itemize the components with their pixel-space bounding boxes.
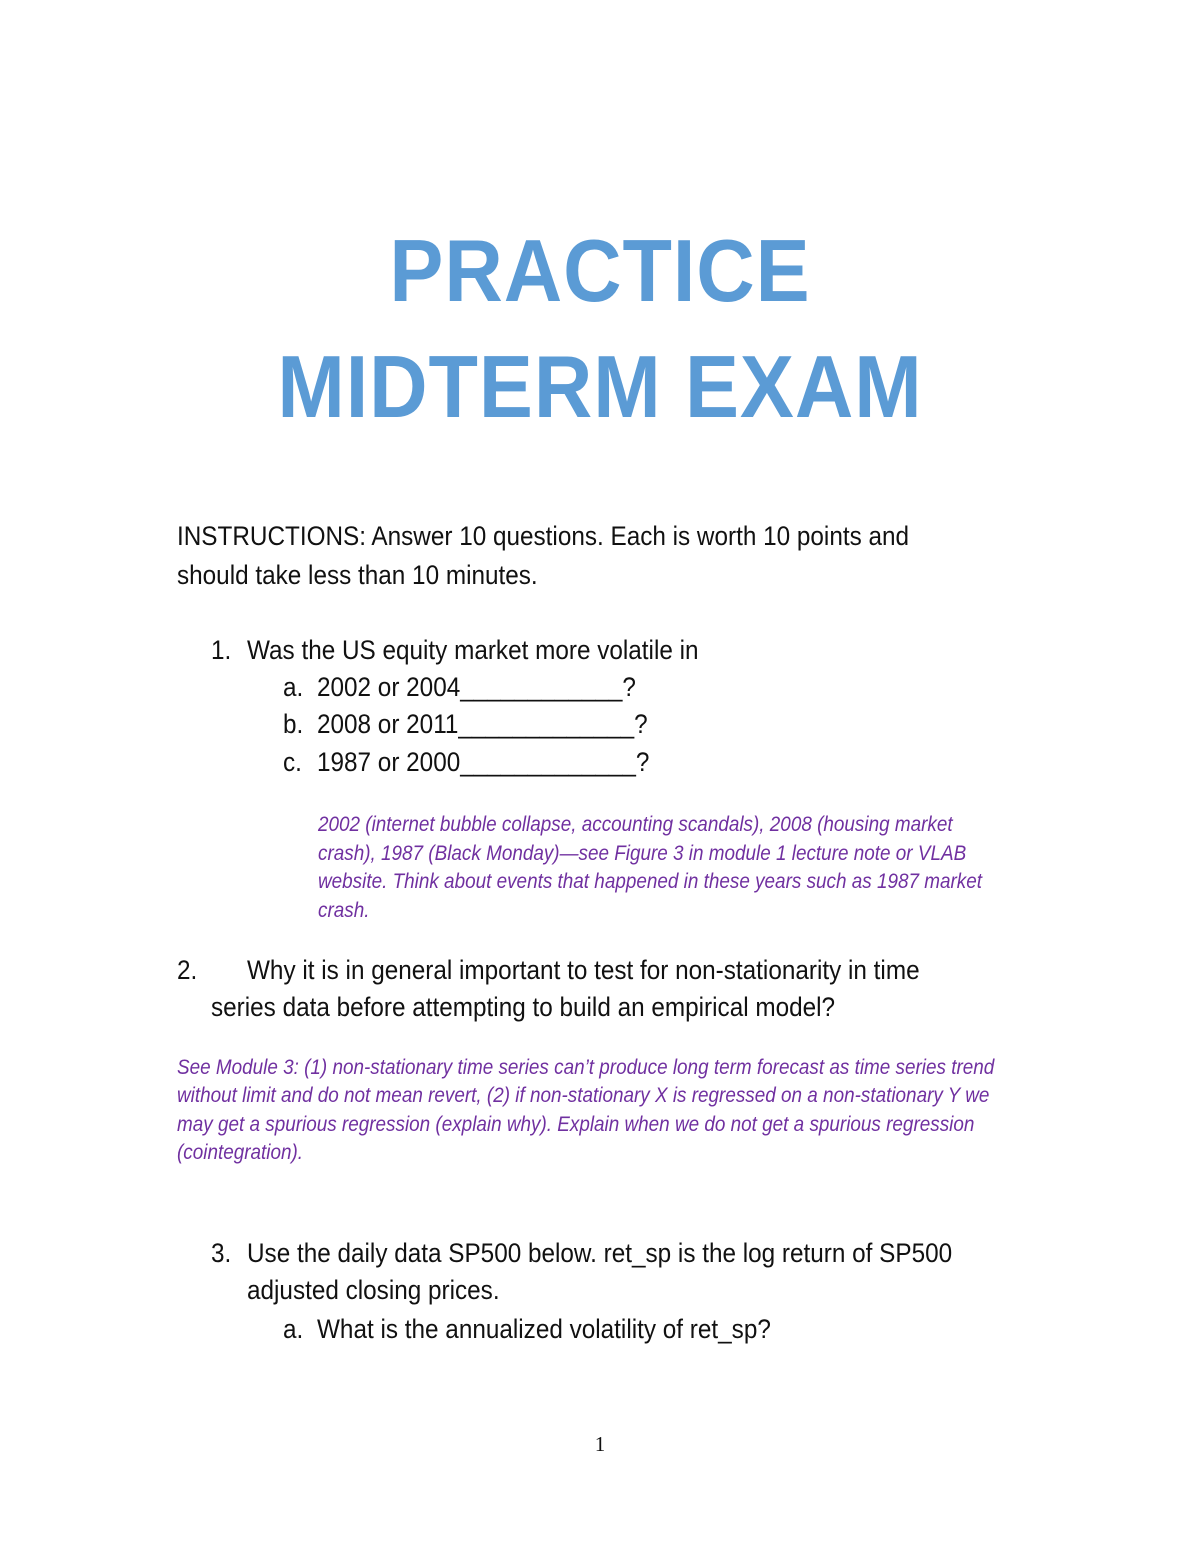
q1-number: 1.: [211, 635, 232, 665]
title-line-midterm-exam: MIDTERM EXAM: [277, 337, 923, 436]
q1-answer-line-1: 2002 (internet bubble collapse, accounting scandals), 2008 (housing market: [318, 813, 953, 836]
q1-answer-line-4: crash.: [318, 899, 370, 922]
q3-sub-a-text: What is the annualized volatility of ret_sp?: [317, 1314, 771, 1344]
q1-option-a-text: 2002 or 2004____________?: [317, 672, 636, 702]
title-line-practice: PRACTICE: [389, 221, 811, 320]
q3-line-2: adjusted closing prices.: [247, 1275, 500, 1305]
page-number: 1: [594, 1432, 606, 1456]
q1-answer-line-3: website. Think about events that happened in these years such as 1987 market: [318, 870, 983, 893]
q3-line-1: Use the daily data SP500 below. ret_sp is the log return of SP500: [247, 1238, 953, 1268]
instructions-line-1: INSTRUCTIONS: Answer 10 questions. Each is worth 10 points and: [177, 521, 910, 551]
q2-number: 2.: [177, 955, 198, 985]
q1-option-b-text: 2008 or 2011_____________?: [317, 709, 648, 739]
instructions-line-2: should take less than 10 minutes.: [177, 560, 538, 590]
q2-line-2: series data before attempting to build an empirical model?: [211, 992, 836, 1022]
q2-answer-line-2: without limit and do not mean revert, (2) if non-stationary X is regressed on a non-stationary Y we: [177, 1084, 990, 1107]
q3-number: 3.: [211, 1238, 232, 1268]
q1-text: Was the US equity market more volatile in: [247, 635, 699, 665]
q1-answer-line-2: crash), 1987 (Black Monday)—see Figure 3 in module 1 lecture note or VLAB: [318, 842, 967, 865]
q2-answer-line-4: (cointegration).: [177, 1141, 304, 1164]
q1-option-c-text: 1987 or 2000_____________?: [317, 747, 650, 777]
q2-answer-line-1: See Module 3: (1) non-stationary time series can’t produce long term forecast as time series trend: [177, 1056, 995, 1079]
q3-sub-a-marker: a.: [283, 1314, 304, 1344]
q1-option-b-marker: b.: [283, 709, 304, 739]
q2-answer-line-3: may get a spurious regression (explain why). Explain when we do not get a spurious regression: [177, 1113, 975, 1136]
q1-option-a-marker: a.: [283, 672, 304, 702]
q2-line-1: Why it is in general important to test for non-stationarity in time: [247, 955, 920, 985]
q1-option-c-marker: c.: [283, 747, 302, 777]
